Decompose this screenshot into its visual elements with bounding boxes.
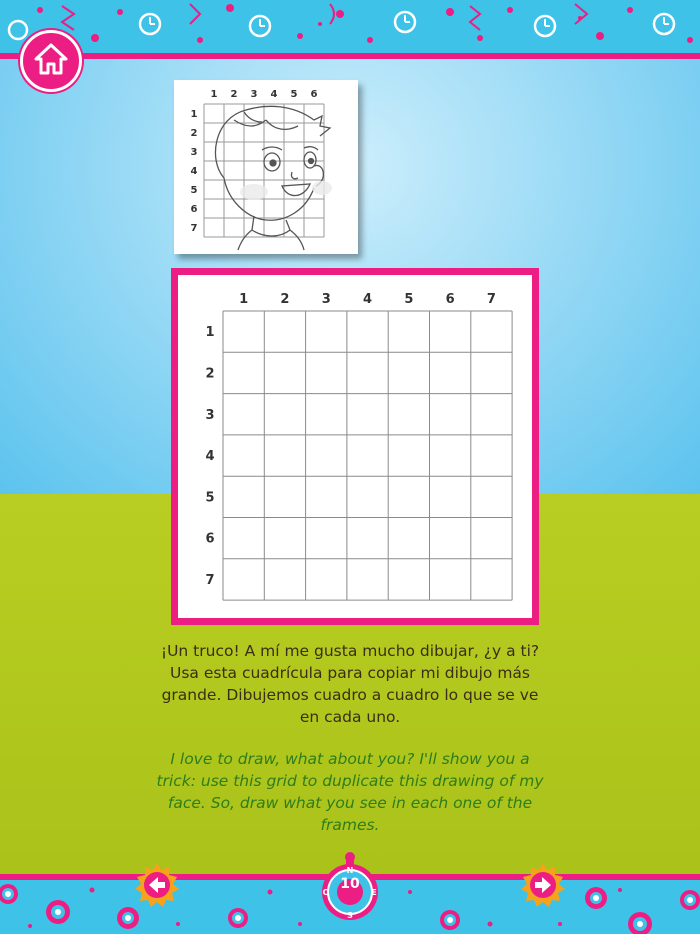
reference-grid-row-label-2: 2 xyxy=(190,128,198,139)
reference-grid-column-label-6: 6 xyxy=(310,89,318,100)
cheek-blush-right xyxy=(312,181,332,195)
reference-grid-column-label-4: 4 xyxy=(270,89,278,100)
cheek-blush-left xyxy=(240,184,268,200)
next-page-button[interactable] xyxy=(520,862,566,908)
reference-grid-row-label-4: 4 xyxy=(190,166,198,177)
compass-south: S xyxy=(347,911,353,920)
drawing-grid-column-label-1: 1 xyxy=(239,292,249,307)
reference-grid-row-label-6: 6 xyxy=(190,204,198,215)
reference-grid xyxy=(174,80,358,254)
top-pink-stripe xyxy=(0,53,700,59)
reference-drawing-card xyxy=(174,80,358,254)
drawing-grid-column-label-2: 2 xyxy=(280,292,290,307)
home-icon xyxy=(33,42,69,76)
instruction-text-english: I love to draw, what about you? I'll show you a trick: use this grid to duplicate this drawing of my face. So, draw what you see in each one of the frames. xyxy=(156,750,544,834)
drawing-grid-column-label-6: 6 xyxy=(445,292,455,307)
compass-north: N xyxy=(346,866,354,875)
page-number: 10 xyxy=(340,876,360,892)
drawing-grid-row-label-7: 7 xyxy=(205,573,215,588)
reference-grid-column-label-1: 1 xyxy=(210,89,218,100)
reference-grid-row-label-7: 7 xyxy=(190,223,198,234)
reference-grid-row-label-1: 1 xyxy=(190,109,198,120)
arrow-left-icon xyxy=(135,863,179,907)
drawing-grid-column-label-5: 5 xyxy=(404,292,414,307)
drawing-grid-row-label-5: 5 xyxy=(205,490,215,506)
top-decorative-band xyxy=(0,0,700,54)
drawing-grid-column-label-7: 7 xyxy=(486,292,496,307)
reference-grid-row-label-3: 3 xyxy=(190,147,198,158)
clock-pattern-decoration xyxy=(0,0,700,54)
arrow-right-icon xyxy=(521,863,565,907)
drawing-grid-row-label-3: 3 xyxy=(205,407,215,423)
drawing-grid-row-label-4: 4 xyxy=(205,449,215,465)
previous-page-button[interactable] xyxy=(134,862,180,908)
reference-grid-column-label-2: 2 xyxy=(230,89,238,100)
compass-west: O xyxy=(322,888,330,897)
reference-grid-column-label-5: 5 xyxy=(290,89,298,100)
drawing-grid-column-label-3: 3 xyxy=(321,292,331,307)
instruction-text-spanish: ¡Un truco! A mí me gusta mucho dibujar, ¿y a ti? Usa esta cuadrícula para copiar mi dibujo más grande. Dibujemos cuadro a cuadro lo que se ve en cada uno. xyxy=(160,642,540,726)
reference-grid-column-label-3: 3 xyxy=(250,89,258,100)
drawing-grid-row-label-2: 2 xyxy=(205,366,215,382)
reference-grid-row-label-5: 5 xyxy=(190,185,198,196)
drawing-grid-row-label-6: 6 xyxy=(205,531,215,547)
drawing-grid-inner-border xyxy=(177,274,533,619)
boy-face-drawing xyxy=(215,106,330,250)
home-button[interactable] xyxy=(20,30,82,92)
drawing-grid-row-label-1: 1 xyxy=(205,325,215,341)
compass-east: E xyxy=(371,888,377,897)
drawing-grid-column-label-4: 4 xyxy=(363,292,373,307)
